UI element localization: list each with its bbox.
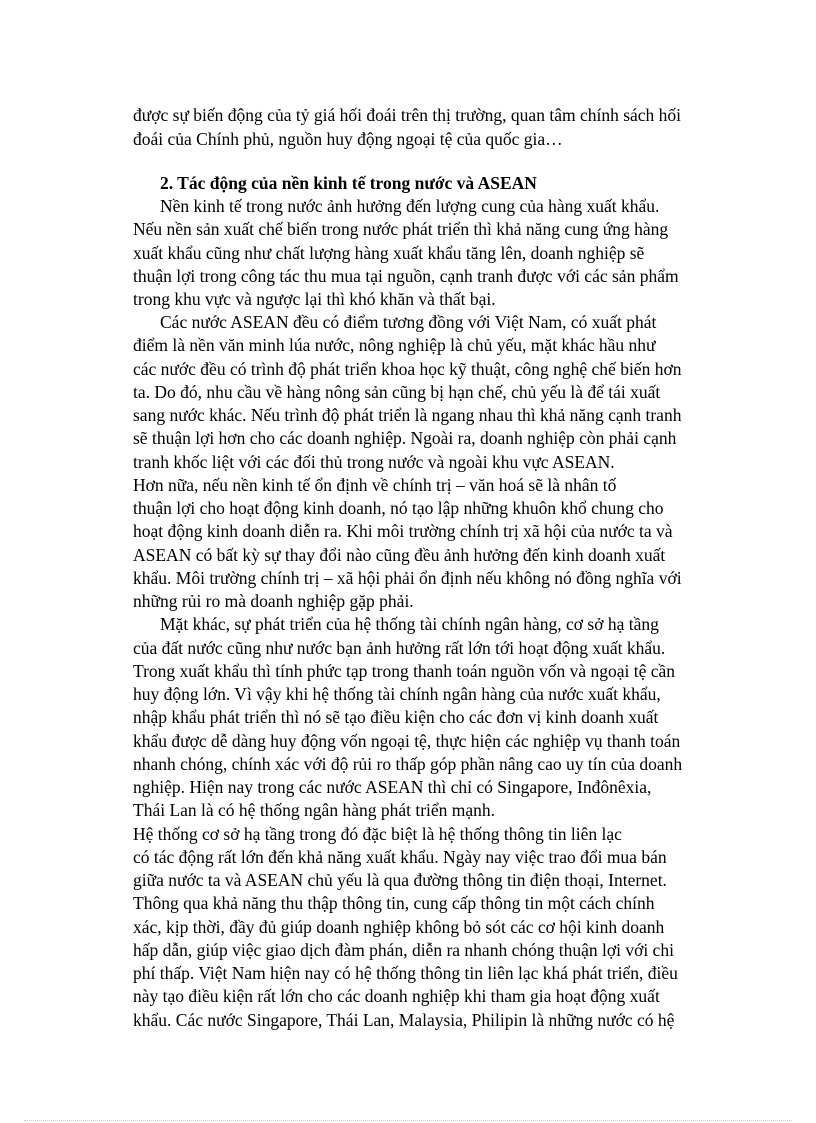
text-line: khẩu. Các nước Singapore, Thái Lan, Malaysia, Philipin là những nước có hệ [133, 1010, 675, 1030]
text-line: những rủi ro mà doanh nghiệp gặp phải. [133, 591, 414, 611]
text-line: tranh khốc liệt với các đối thủ trong nước và ngoài khu vực ASEAN. [133, 452, 615, 472]
text-line: Hệ thống cơ sở hạ tầng trong đó đặc biệt là hệ thống thông tin liên lạc [133, 824, 622, 844]
text-line: đoái của Chính phủ, nguồn huy động ngoại tệ của quốc gia… [133, 129, 563, 149]
text-line: này tạo điều kiện rất lớn cho các doanh nghiệp khi tham gia hoạt động xuất [133, 986, 660, 1006]
text-line: có tác động rất lớn đến khả năng xuất khẩu. Ngày nay việc trao đổi mua bán [133, 847, 667, 867]
text-line: khẩu được dễ dàng huy động vốn ngoại tệ, thực hiện các nghiệp vụ thanh toán [133, 731, 681, 751]
text-line: nghiệp. Hiện nay trong các nước ASEAN thì chỉ có Singapore, Inđônêxia, [133, 777, 652, 797]
text-line: được sự biến động của tỷ giá hối đoái trên thị trường, quan tâm chính sách hối [133, 105, 682, 125]
text-line: điểm là nền văn minh lúa nước, nông nghiệp là chủ yếu, mặt khác hầu như [133, 335, 656, 355]
text-line: huy động lớn. Vì vậy khi hệ thống tài chính ngân hàng của nước xuất khẩu, [133, 684, 661, 704]
text-line: nhanh chóng, chính xác với độ rủi ro thấp góp phần nâng cao uy tín của doanh [133, 754, 683, 774]
section-heading: 2. Tác động của nền kinh tế trong nước và ASEAN [160, 173, 537, 193]
text-line: Mặt khác, sự phát triển của hệ thống tài chính ngân hàng, cơ sở hạ tầng [160, 614, 659, 634]
text-line: xuất khẩu cũng như chất lượng hàng xuất khẩu tăng lên, doanh nghiệp sẽ [133, 243, 645, 263]
text-line: sang nước khác. Nếu trình độ phát triển là ngang nhau thì khả năng cạnh tranh [133, 405, 682, 425]
text-line: Nền kinh tế trong nước ảnh hưởng đến lượng cung của hàng xuất khẩu. [160, 196, 660, 216]
text-line: hấp dẫn, giúp việc giao dịch đàm phán, diễn ra nhanh chóng thuận lợi với chi [133, 940, 674, 960]
text-line: thuận lợi cho hoạt động kinh doanh, nó tạo lập những khuôn khổ chung cho [133, 498, 664, 518]
text-line: xác, kịp thời, đầy đủ giúp doanh nghiệp không bỏ sót các cơ hội kinh doanh [133, 917, 665, 937]
text-line: các nước đều có trình độ phát triển khoa học kỹ thuật, công nghệ chế biến hơn [133, 359, 682, 379]
text-line: Thông qua khả năng thu thập thông tin, cung cấp thông tin một cách chính [133, 893, 655, 913]
text-line: phí thấp. Việt Nam hiện nay có hệ thống thông tin liên lạc khá phát triển, điều [133, 963, 678, 983]
text-line: nhập khẩu phát triển thì nó sẽ tạo điều kiện cho các đơn vị kinh doanh xuất [133, 707, 659, 727]
text-line: Hơn nữa, nếu nền kinh tế ổn định về chính trị – văn hoá sẽ là nhân tố [133, 475, 617, 495]
text-line: trong khu vực và ngược lại thì khó khăn và thất bại. [133, 289, 496, 309]
text-line: giữa nước ta và ASEAN chủ yếu là qua đường thông tin điện thoại, Internet. [133, 870, 667, 890]
text-line: Nếu nền sản xuất chế biến trong nước phát triển thì khả năng cung ứng hàng [133, 219, 669, 239]
text-line: của đất nước cũng như nước bạn ảnh hưởng rất lớn tới hoạt động xuất khẩu. [133, 638, 666, 658]
text-line: sẽ thuận lợi hơn cho các doanh nghiệp. Ngoài ra, doanh nghiệp còn phải cạnh [133, 428, 677, 448]
text-line: Thái Lan là có hệ thống ngân hàng phát triển mạnh. [133, 800, 496, 820]
text-line: khẩu. Môi trường chính trị – xã hội phải ổn định nếu không nó đồng nghĩa với [133, 568, 682, 588]
page-bottom-divider [24, 1120, 792, 1121]
text-line: ta. Do đó, nhu cầu về hàng nông sản cũng bị hạn chế, chủ yếu là để tái xuất [133, 382, 661, 402]
text-line: Các nước ASEAN đều có điểm tương đồng với Việt Nam, có xuất phát [160, 312, 657, 332]
text-line: hoạt động kinh doanh diễn ra. Khi môi trường chính trị xã hội của nước ta và [133, 521, 673, 541]
text-line: ASEAN có bất kỳ sự thay đổi nào cũng đều ảnh hưởng đến kinh doanh xuất [133, 545, 666, 565]
text-line: Trong xuất khẩu thì tính phức tạp trong thanh toán nguồn vốn và ngoại tệ cần [133, 661, 676, 681]
text-line: thuận lợi trong công tác thu mua tại nguồn, cạnh tranh được với các sản phẩm [133, 266, 679, 286]
